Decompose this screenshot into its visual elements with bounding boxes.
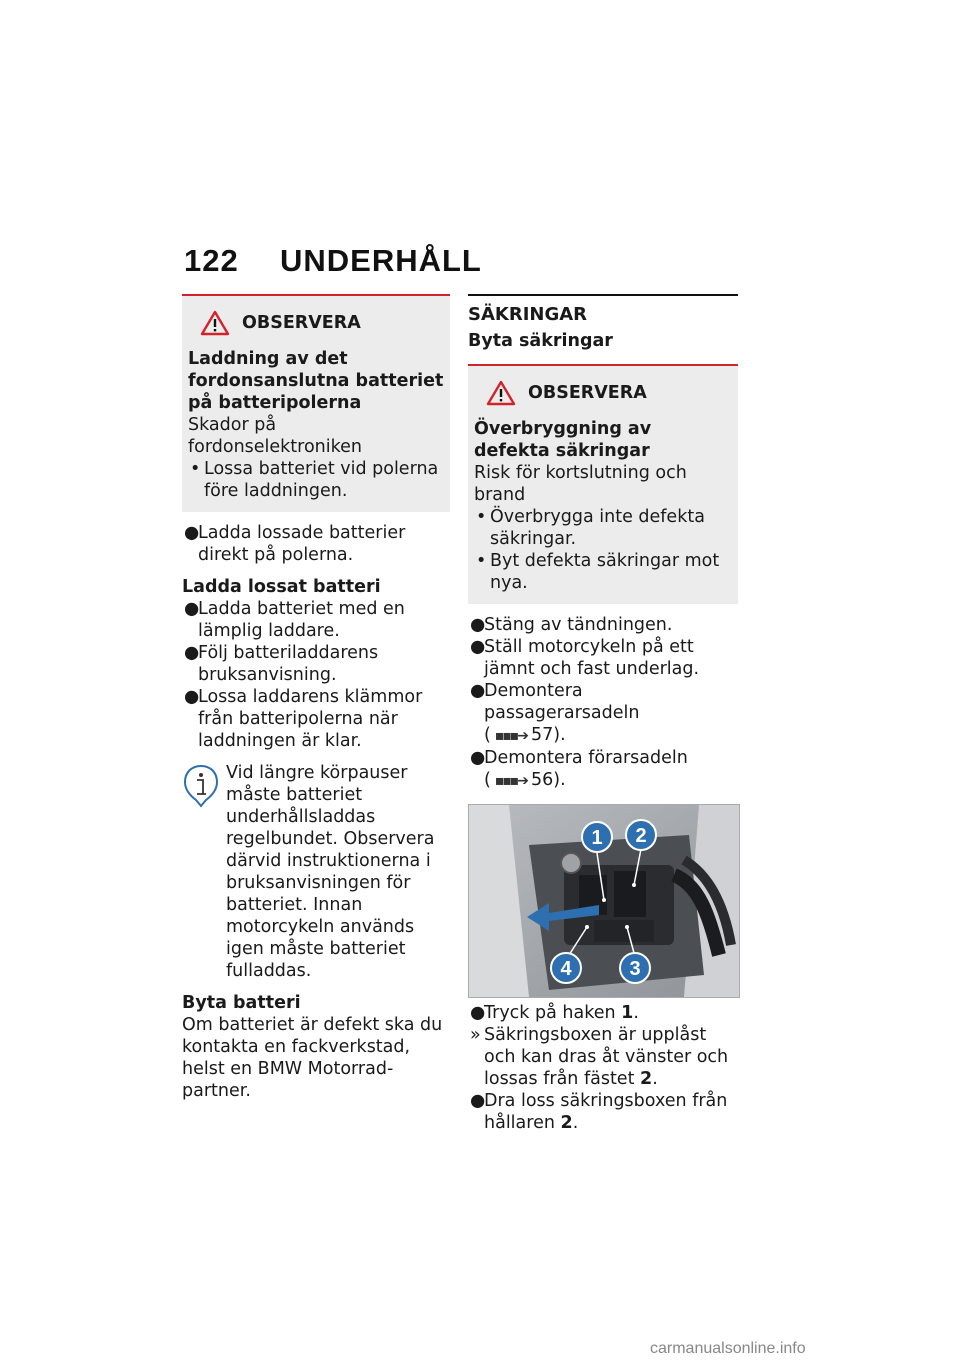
fuse-box-photo bbox=[468, 804, 740, 998]
notice-label: OBSERVERA bbox=[242, 313, 361, 333]
subheading-charge: Ladda lossat batteri bbox=[182, 577, 381, 597]
page-ref: 57). bbox=[531, 725, 566, 745]
warning-icon bbox=[486, 380, 516, 406]
step-item: ● Ladda lossade batterier direkt på polerna. bbox=[184, 523, 406, 565]
step-item: ● Stäng av tändningen. bbox=[470, 615, 673, 635]
notice-text: Skador på fordonselektroniken bbox=[188, 415, 363, 457]
notice-text: Risk för kortslutning och brand bbox=[474, 463, 687, 505]
step-item: ● Ställ motorcykeln på ett jämnt och fast underlag. bbox=[470, 637, 700, 679]
section-title: SÄKRINGAR bbox=[468, 304, 588, 325]
notice-bullet: • Överbrygga inte defekta säkringar. bbox=[476, 507, 705, 549]
notice-header bbox=[486, 380, 732, 406]
notice-box-battery bbox=[182, 294, 450, 512]
photo-label-4 bbox=[551, 953, 581, 983]
subheading-replace: Byta batteri bbox=[182, 993, 301, 1013]
svg-text:2: 2 bbox=[635, 825, 647, 847]
step-item: ● Ladda batteriet med en lämplig laddare. bbox=[184, 599, 405, 641]
warning-icon bbox=[200, 310, 230, 336]
notice-box-fuses bbox=[468, 366, 738, 604]
watermark: carmanualsonline.info bbox=[650, 1340, 806, 1357]
step-item: ● Demontera passagerarsadeln ( ▪▪▪➔ 57). bbox=[470, 681, 640, 745]
right-column bbox=[468, 294, 738, 1134]
notice-title: Överbryggning av defekta säkringar bbox=[474, 419, 652, 461]
subsection-title: Byta säkringar bbox=[468, 331, 613, 351]
step-item: ● Tryck på haken 1. bbox=[470, 1003, 639, 1023]
step-item: ● Följ batteriladdarens bruksanvisning. bbox=[184, 643, 379, 685]
svg-text:4: 4 bbox=[560, 958, 572, 980]
notice-bullet: • Byt defekta säkringar mot nya. bbox=[476, 551, 720, 593]
svg-text:1: 1 bbox=[591, 827, 603, 849]
notice-title: Laddning av det fordonsanslutna batteriet på batteripolerna bbox=[188, 349, 444, 413]
page-ref: 56). bbox=[531, 770, 566, 790]
notice-header bbox=[200, 310, 444, 336]
page-ref-arrow-icon: ▪▪▪➔ bbox=[494, 773, 528, 789]
chapter-title: UNDERHÅLL bbox=[280, 243, 482, 278]
page-ref-arrow-icon: ▪▪▪➔ bbox=[494, 728, 528, 744]
step-item: ● Dra loss säkringsboxen från hållaren 2. bbox=[470, 1091, 728, 1133]
notice-label: OBSERVERA bbox=[528, 383, 647, 403]
photo-label-3 bbox=[620, 953, 650, 983]
page-number: 122 bbox=[184, 243, 239, 278]
notice-bullet: • Lossa batteriet vid polerna före laddningen. bbox=[190, 459, 439, 501]
photo-label-1 bbox=[582, 822, 612, 852]
info-note bbox=[182, 762, 450, 982]
step-item: ● Lossa laddarens klämmor från batteripolerna när laddningen är klar. bbox=[184, 687, 423, 751]
page-header bbox=[184, 243, 482, 279]
info-text: Vid längre körpauser måste batteriet underhållsladdas regelbundet. Observera därvid instruktionerna i bruksanvisningen för batteriet. Innan motorcykeln används igen måste batteriet fulladdas. bbox=[226, 763, 435, 981]
info-icon bbox=[182, 764, 220, 808]
svg-text:3: 3 bbox=[629, 958, 641, 980]
step-item: ● Demontera förarsadeln ( ▪▪▪➔ 56). bbox=[470, 748, 688, 790]
result-item: » Säkringsboxen är upplåst och kan dras åt vänster och lossas från fästet 2. bbox=[470, 1025, 729, 1089]
photo-label-2 bbox=[626, 820, 656, 850]
paragraph-replace: Om batteriet är defekt ska du kontakta en fackverkstad, helst en BMW Motorrad-partner. bbox=[182, 1015, 443, 1101]
left-column bbox=[182, 294, 450, 1102]
fuse-box-illustration bbox=[469, 805, 739, 997]
